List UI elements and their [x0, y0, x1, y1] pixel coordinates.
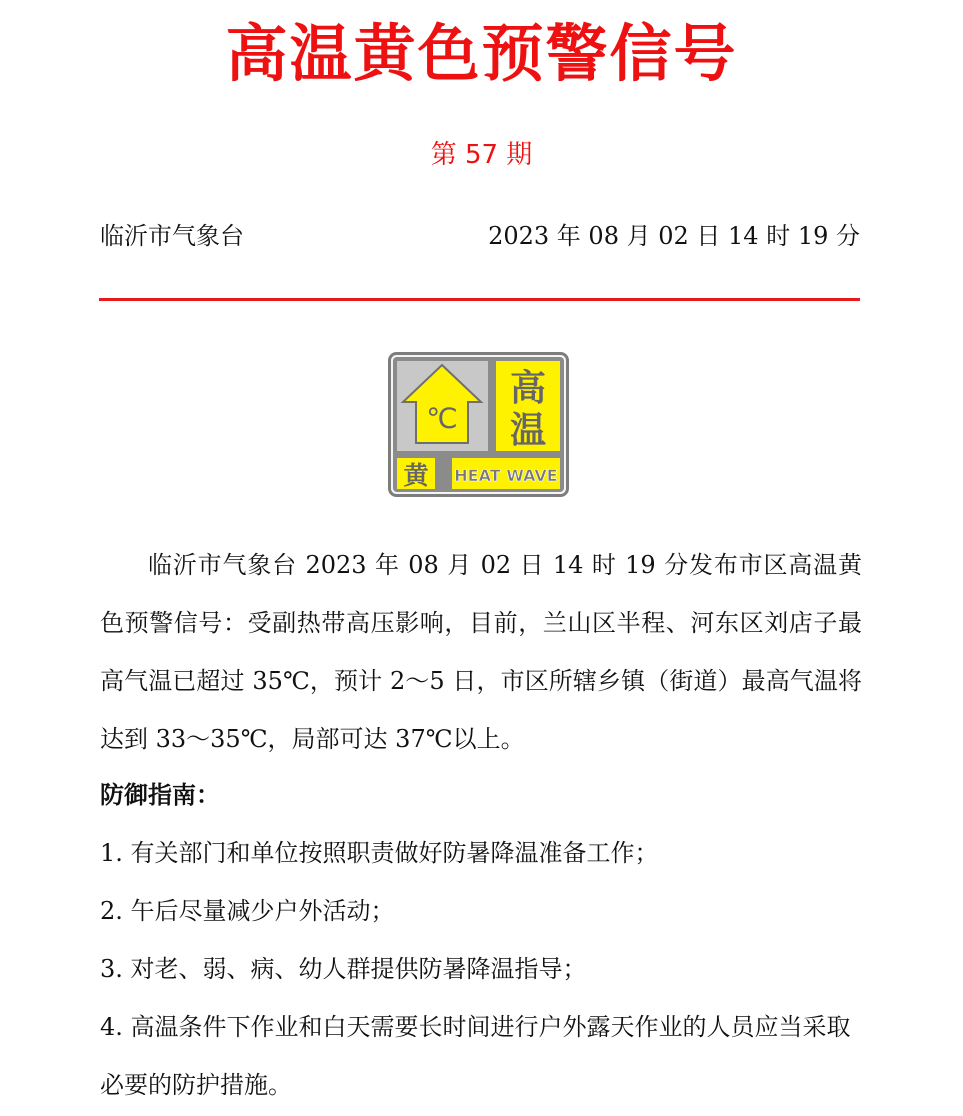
english-label: HEAT WAVE [454, 466, 558, 485]
issue-number: 第 57 期 [430, 140, 533, 170]
guide-heading: 防御指南： [100, 781, 220, 809]
color-label: 黄 [403, 461, 429, 490]
warning-description: 临沂市气象台 2023 年 08 月 02 日 14 时 19 分发布市区高温黄色预警信号：受副热带高压影响，目前，兰山区半程、河东区刘店子最高气温已超过 35℃，预计 2～5 日，市区所辖乡镇（街道）最高气温将达到 33～35℃，局部可达 37℃以上。 [100, 551, 862, 753]
guide-item: 3. 对老、弱、病、幼人群提供防暑降温指导； [100, 955, 587, 983]
guide-item: 1. 有关部门和单位按照职责做好防暑降温准备工作； [100, 839, 659, 867]
label-top-character: 高 [509, 368, 547, 409]
guide-item: 4. 高温条件下作业和白天需要长时间进行户外露天作业的人员应当采取必要的防护措施。 [100, 1013, 851, 1099]
issue-datetime: 2023 年 08 月 02 日 14 时 19 分 [488, 222, 860, 250]
label-bottom-character: 温 [509, 410, 547, 451]
guide-item: 2. 午后尽量减少户外活动； [100, 897, 395, 925]
issuing-organization: 临沂市气象台 [100, 222, 244, 250]
document-title: 高温黄色预警信号 [225, 17, 738, 90]
heat-wave-yellow-signal-icon [388, 352, 569, 497]
guide-list [100, 824, 862, 1114]
red-divider [99, 298, 860, 301]
celsius-symbol: ℃ [426, 402, 458, 435]
